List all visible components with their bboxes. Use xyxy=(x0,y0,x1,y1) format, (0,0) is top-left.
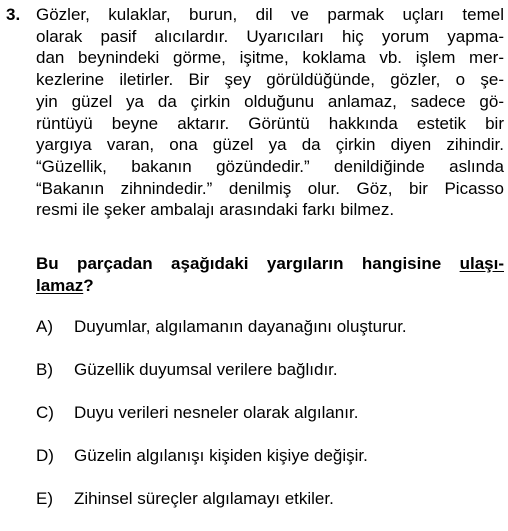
option-letter: A) xyxy=(36,317,53,336)
option-letter: C) xyxy=(36,403,54,422)
option-text: Duyumlar, algılamanın dayanağını oluşturur. xyxy=(74,317,407,336)
passage-line: rüntüyü beyne aktarır. Görüntü hakkında estetik bir xyxy=(36,113,504,133)
passage-text xyxy=(36,4,504,221)
prompt-underlined-word-end: lamaz xyxy=(36,275,84,295)
option-text: Güzelin algılanışı kişiden kişiye değişir. xyxy=(74,446,368,465)
option-a[interactable] xyxy=(36,316,504,337)
passage-line: “Bakanın zihnindedir.” denilmiş olur. Göz, bir Picasso xyxy=(36,178,504,198)
option-d[interactable] xyxy=(36,445,504,466)
option-text: Zihinsel süreçler algılamayı etkiler. xyxy=(74,489,334,508)
option-letter: E) xyxy=(36,489,53,508)
prompt-line-1 xyxy=(36,253,504,275)
option-text: Duyu verileri nesneler olarak algılanır. xyxy=(74,403,359,422)
passage-line: dan beynindeki görme, işitme, koklama vb. işlem mer- xyxy=(36,48,504,68)
option-letter: B) xyxy=(36,360,53,379)
option-text: Güzellik duyumsal verilere bağlıdır. xyxy=(74,360,338,379)
passage-line: kezlerine iletirler. Bir şey görüldüğünde, gözler, o şe- xyxy=(36,70,504,90)
passage-line: Gözler, kulaklar, burun, dil ve parmak uçları temel xyxy=(36,5,504,24)
passage-line: olarak pasif alıcılardır. Uyarıcıları hiç yorum yapma- xyxy=(36,26,504,46)
passage-line: yin güzel ya da çirkin olduğunu anlamaz, sadece gö- xyxy=(36,91,504,111)
option-e[interactable] xyxy=(36,488,504,509)
passage-line: “Güzellik, bakanın gözündedir.” denildiğinde aslında xyxy=(36,156,504,176)
prompt-question-mark: ? xyxy=(83,275,94,295)
option-letter: D) xyxy=(36,446,54,465)
passage-line: resmi ile şeker ambalajı arasındaki farkı bilmez. xyxy=(36,200,395,220)
prompt-text: Bu parçadan aşağıdaki yargıların hangisine xyxy=(36,254,460,273)
question-prompt xyxy=(36,253,504,296)
passage-line: yargıya varan, ona güzel ya da çirkin diyen zihindir. xyxy=(36,135,504,155)
answer-options xyxy=(36,316,504,531)
prompt-underlined-word-start: ulaşı- xyxy=(459,254,504,273)
option-c[interactable] xyxy=(36,402,504,423)
question-number: 3. xyxy=(6,5,21,24)
option-b[interactable] xyxy=(36,359,504,380)
prompt-line-2 xyxy=(36,275,504,297)
